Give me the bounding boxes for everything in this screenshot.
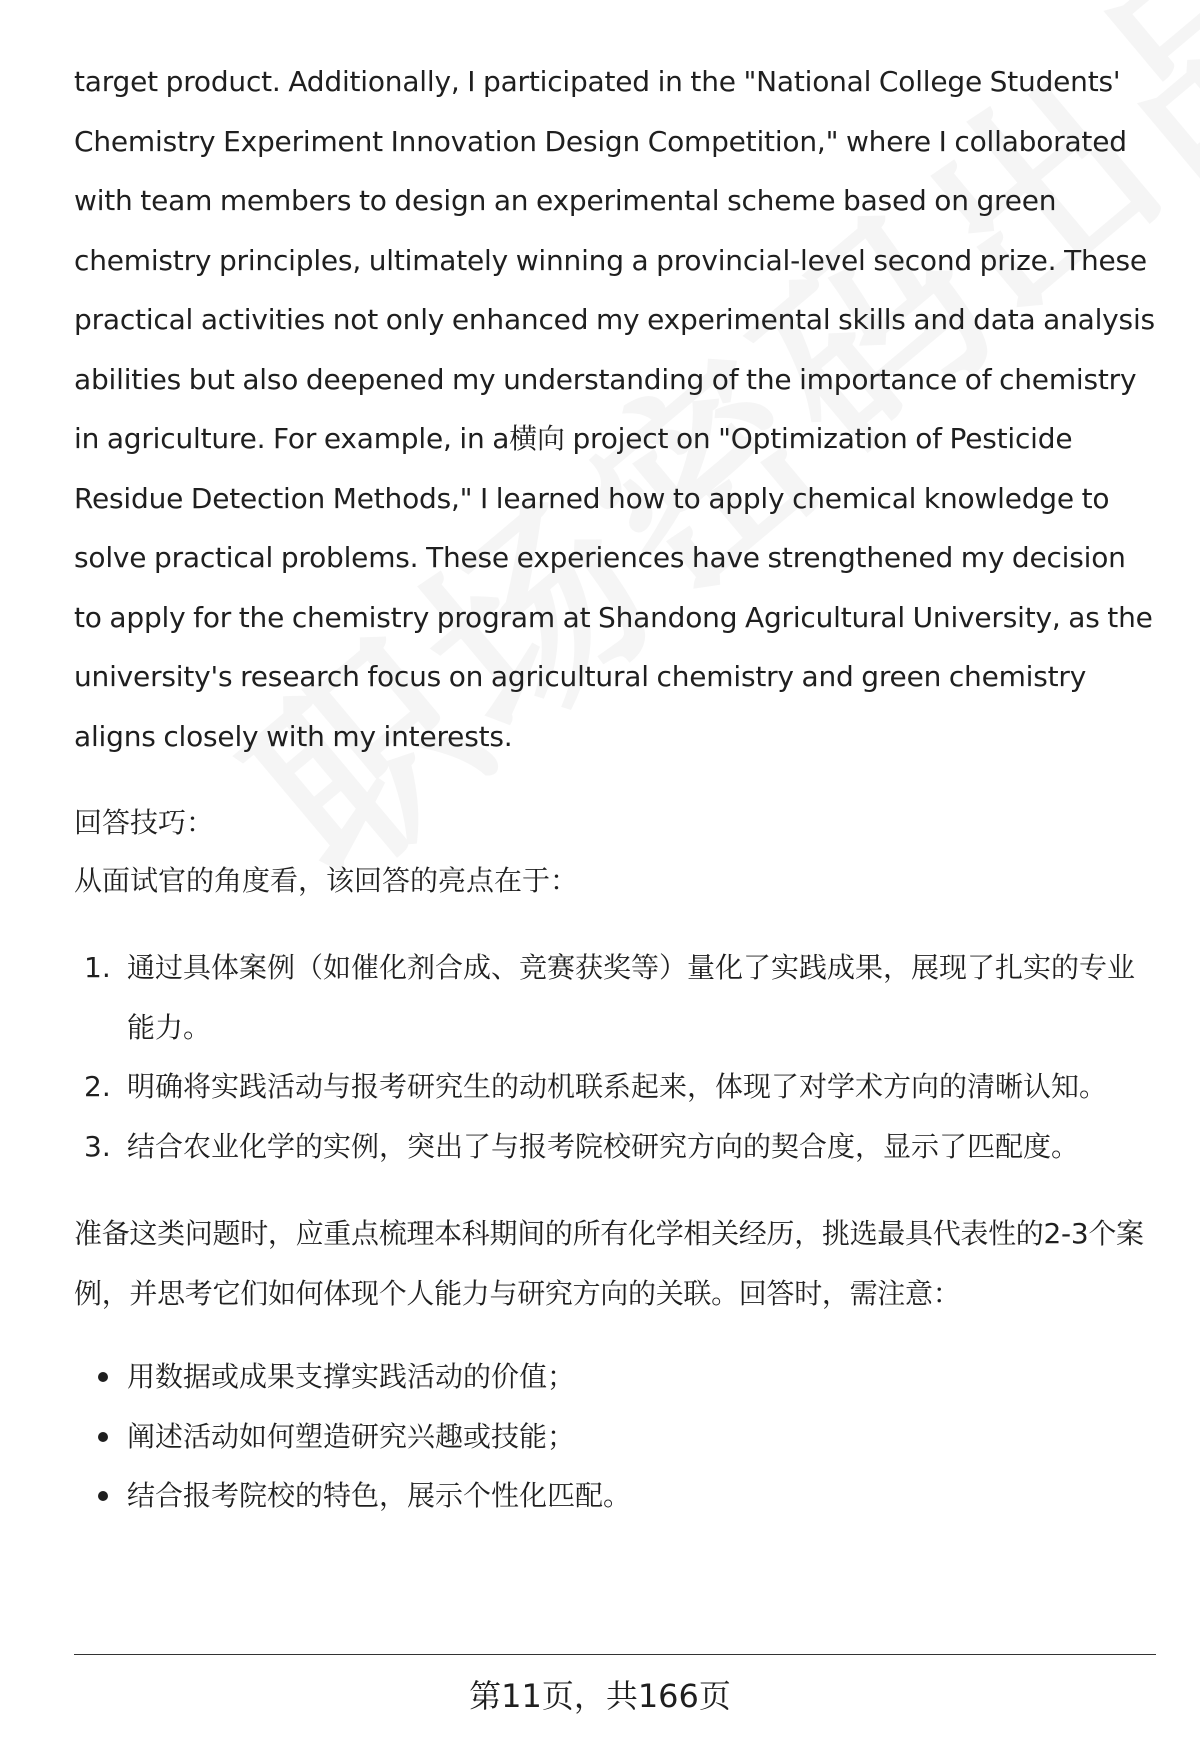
bullet-icon — [98, 1372, 108, 1382]
list-item-text: 结合农业化学的实例，突出了与报考院校研究方向的契合度，显示了匹配度。 — [127, 1129, 1080, 1163]
list-item — [74, 1057, 1156, 1117]
tips-heading: 回答技巧： — [74, 806, 215, 839]
notes-list — [74, 1347, 1156, 1526]
list-item — [74, 1407, 1156, 1467]
document-page — [74, 52, 1156, 1692]
highlights-list — [74, 938, 1156, 1176]
list-item — [74, 1347, 1156, 1407]
list-number: 3. — [84, 1129, 111, 1163]
highlights-intro: 从面试官的角度看，该回答的亮点在于： — [74, 864, 579, 897]
bullet-icon — [98, 1491, 108, 1501]
page-number: 第11页，共166页 — [469, 1677, 731, 1715]
list-item-text: 明确将实践活动与报考研究生的动机联系起来，体现了对学术方向的清晰认知。 — [127, 1070, 1108, 1103]
list-item — [74, 1466, 1156, 1526]
list-item — [74, 938, 1156, 1057]
list-item-text: 通过具体案例（如催化剂合成、竞赛获奖等）量化了实践成果，展现了扎实的专业能力。 — [127, 951, 1136, 1044]
list-number: 2. — [84, 1070, 111, 1103]
list-item — [74, 1117, 1156, 1177]
list-number: 1. — [84, 951, 111, 984]
bullet-icon — [98, 1432, 108, 1442]
list-item-text: 阐述活动如何塑造研究兴趣或技能； — [127, 1419, 576, 1453]
preparation-paragraph: 准备这类问题时，应重点梳理本科期间的所有化学相关经历，挑选最具代表性的2-3个案例，并思考它们如何体现个人能力与研究方向的关联。回答时，需注意： — [74, 1217, 1144, 1310]
body-paragraph: target product. Additionally, I participated in the "National College Students' Chemistry Experiment Innovation Design Competition," where I collaborated with team members to design an experimental scheme based on green chemistry principles, ultimately winning a provincial-level second prize. These practical activities not only enhanced my experimental skills and data analysis abilities but also deepened my understanding of the importance of chemistry in agriculture. For example, in a横向 project on "Optimization of Pesticide Residue Detection Methods," I learned how to apply chemical knowledge to solve practical problems. These experiences have strengthened my decision to apply for the chemistry program at Shandong Agricultural University, as the university's research focus on agricultural chemistry and green chemistry aligns closely with my interests. — [74, 65, 1155, 753]
list-item-text: 结合报考院校的特色，展示个性化匹配。 — [127, 1479, 632, 1512]
list-item-text: 用数据或成果支撑实践活动的价值； — [127, 1360, 576, 1393]
footer-divider — [74, 1654, 1156, 1655]
